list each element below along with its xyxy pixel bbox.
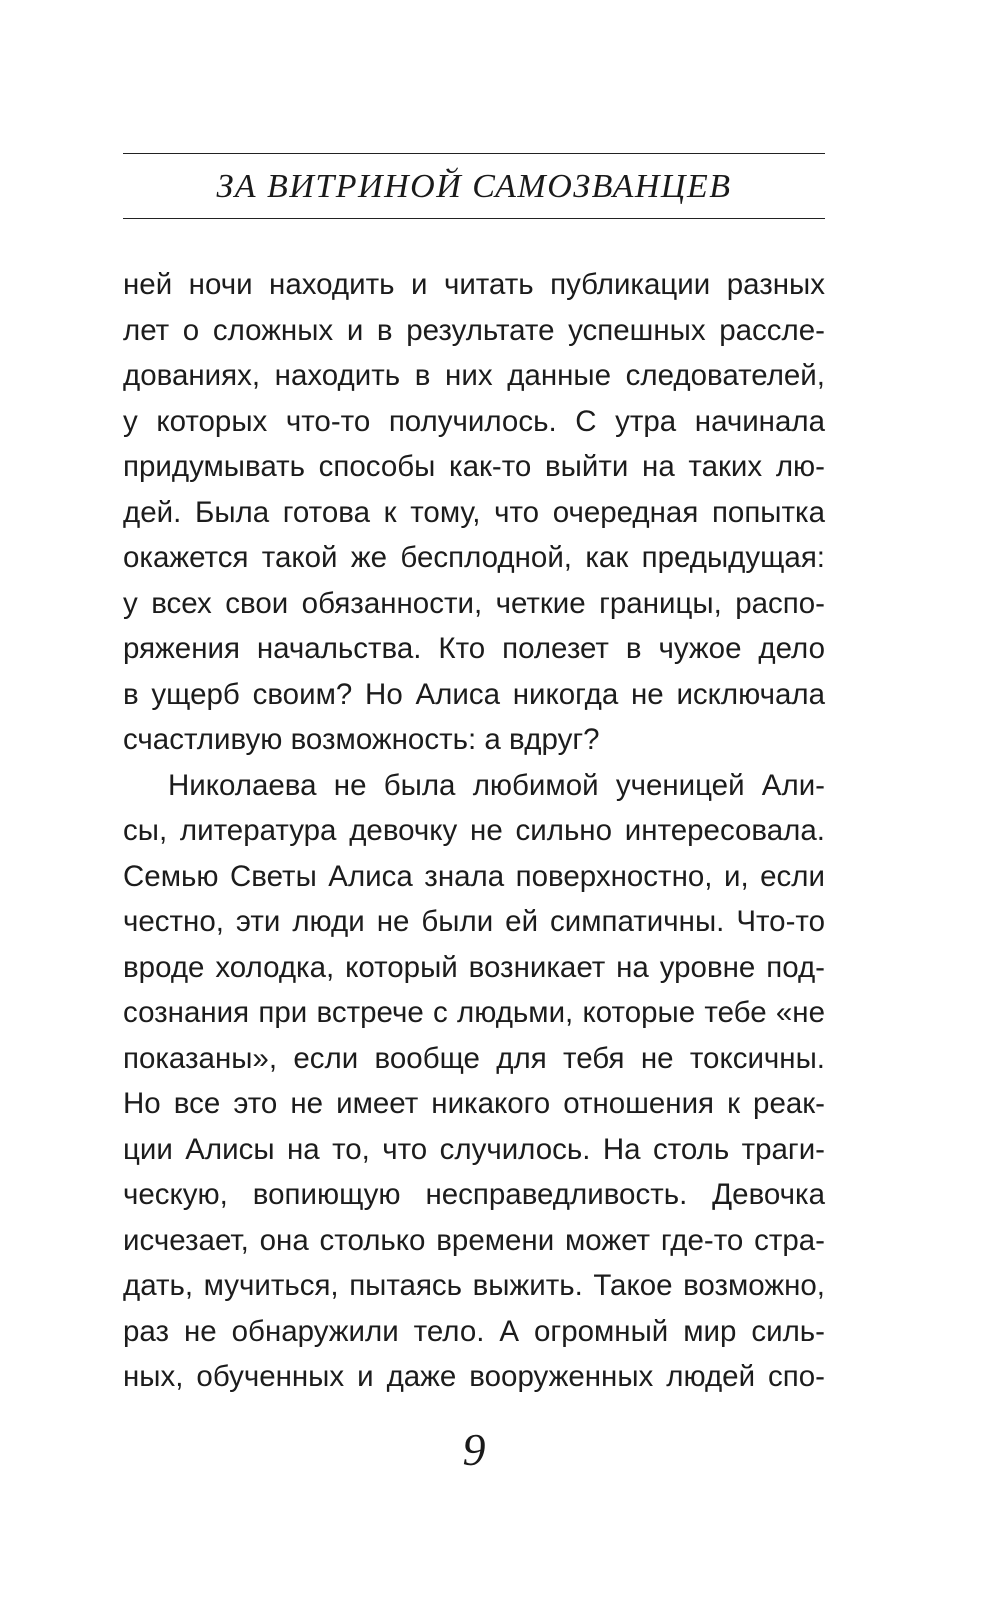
text-line: сознания при встрече с людьми, которые тебе «не bbox=[123, 996, 825, 1029]
text-line: ряжения начальства. Кто полезет в чужое дело bbox=[123, 632, 825, 665]
text-line: дать, мучиться, пытаясь выжить. Такое возможно, bbox=[123, 1269, 825, 1302]
text-line: сы, литература девочку не сильно интересовала. bbox=[123, 814, 825, 847]
text-line: ней ночи находить и читать публикации разных bbox=[123, 268, 825, 301]
text-line: исчезает, она столько времени может где-то стра- bbox=[123, 1223, 825, 1257]
text-line: ции Алисы на то, что случилось. На столь траги- bbox=[123, 1132, 825, 1166]
text-line: дей. Была готова к тому, что очередная попытка bbox=[123, 495, 825, 529]
text-line: у всех свои обязанности, четкие границы, распо- bbox=[123, 586, 825, 620]
text-line: дованиях, находить в них данные следователей, bbox=[123, 359, 825, 392]
body-text bbox=[123, 262, 825, 1400]
text-line: в ущерб своим? Но Алиса никогда не исключала bbox=[123, 677, 825, 711]
text-line: раз не обнаружили тело. А огромный мир силь- bbox=[123, 1314, 825, 1348]
text-line: Николаева не была любимой ученицей Али- bbox=[168, 768, 825, 802]
text-line: вроде холодка, который возникает на уровне под- bbox=[123, 950, 825, 984]
text-line: Но все это не имеет никакого отношения к реак- bbox=[123, 1087, 825, 1120]
running-title: ЗА ВИТРИНОЙ САМОЗВАНЦЕВ bbox=[216, 168, 732, 205]
text-line: придумывать способы как-то выйти на таких лю- bbox=[123, 450, 825, 483]
page-number: 9 bbox=[462, 1424, 486, 1475]
text-line: показаны», если вообще для тебя не токсичны. bbox=[123, 1041, 825, 1075]
text-line: лет о сложных и в результате успешных рассле- bbox=[123, 313, 825, 347]
text-line: окажется такой же бесплодной, как предыдущая: bbox=[123, 541, 825, 574]
text-line: у которых что-то получилось. С утра начинала bbox=[123, 404, 825, 438]
text-line: счастливую возможность: а вдруг? bbox=[123, 723, 600, 756]
text-line: ных, обученных и даже вооруженных людей спо- bbox=[123, 1360, 825, 1393]
text-line: ческую, вопиющую несправедливость. Девочка bbox=[123, 1178, 825, 1211]
text-line: Семью Светы Алиса знала поверхностно, и, если bbox=[123, 859, 825, 893]
header-rule-bottom bbox=[123, 218, 825, 219]
header-rule-top bbox=[123, 153, 825, 154]
text-line: честно, эти люди не были ей симпатичны. Что-то bbox=[123, 905, 825, 938]
